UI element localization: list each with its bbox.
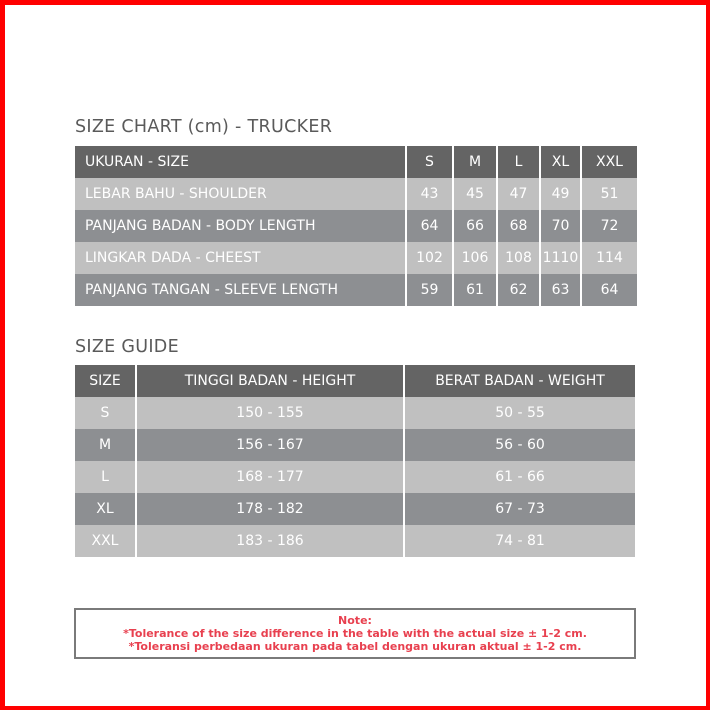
note-line-english: *Tolerance of the size difference in the table with the actual size ± 1-2 cm. bbox=[123, 627, 587, 640]
chart-header-m: M bbox=[454, 146, 496, 178]
guide-weight-cell: 56 - 60 bbox=[405, 429, 635, 461]
guide-size-cell: M bbox=[75, 429, 135, 461]
guide-header-height: TINGGI BADAN - HEIGHT bbox=[137, 365, 403, 397]
chart-cell: 106 bbox=[454, 242, 496, 274]
size-chart-title: SIZE CHART (cm) - TRUCKER bbox=[75, 117, 333, 137]
chart-cell: 62 bbox=[498, 274, 539, 306]
chart-row-label: PANJANG BADAN - BODY LENGTH bbox=[75, 210, 405, 242]
note-line-indonesian: *Toleransi perbedaan ukuran pada tabel dengan ukuran aktual ± 1-2 cm. bbox=[128, 640, 582, 653]
chart-cell: 1110 bbox=[541, 242, 580, 274]
chart-cell: 47 bbox=[498, 178, 539, 210]
chart-header-s: S bbox=[407, 146, 452, 178]
guide-size-cell: L bbox=[75, 461, 135, 493]
size-chart-table bbox=[75, 146, 635, 306]
guide-height-cell: 150 - 155 bbox=[137, 397, 403, 429]
chart-cell: 102 bbox=[407, 242, 452, 274]
chart-cell: 49 bbox=[541, 178, 580, 210]
guide-height-cell: 183 - 186 bbox=[137, 525, 403, 557]
guide-size-cell: XL bbox=[75, 493, 135, 525]
chart-cell: 64 bbox=[407, 210, 452, 242]
guide-height-cell: 178 - 182 bbox=[137, 493, 403, 525]
guide-size-cell: S bbox=[75, 397, 135, 429]
guide-header-size: SIZE bbox=[75, 365, 135, 397]
chart-header-xl: XL bbox=[541, 146, 580, 178]
chart-header-label: UKURAN - SIZE bbox=[75, 146, 405, 178]
chart-cell: 59 bbox=[407, 274, 452, 306]
chart-row-label: LEBAR BAHU - SHOULDER bbox=[75, 178, 405, 210]
guide-height-cell: 156 - 167 bbox=[137, 429, 403, 461]
chart-cell: 61 bbox=[454, 274, 496, 306]
guide-weight-cell: 67 - 73 bbox=[405, 493, 635, 525]
chart-row-label: LINGKAR DADA - CHEEST bbox=[75, 242, 405, 274]
size-guide-title: SIZE GUIDE bbox=[75, 337, 179, 357]
chart-cell: 108 bbox=[498, 242, 539, 274]
guide-weight-cell: 74 - 81 bbox=[405, 525, 635, 557]
guide-header-weight: BERAT BADAN - WEIGHT bbox=[405, 365, 635, 397]
chart-cell: 45 bbox=[454, 178, 496, 210]
chart-header-xxl: XXL bbox=[582, 146, 637, 178]
guide-height-cell: 168 - 177 bbox=[137, 461, 403, 493]
chart-cell: 66 bbox=[454, 210, 496, 242]
chart-cell: 68 bbox=[498, 210, 539, 242]
chart-cell: 51 bbox=[582, 178, 637, 210]
chart-cell: 72 bbox=[582, 210, 637, 242]
note-heading: Note: bbox=[338, 614, 372, 627]
chart-row-label: PANJANG TANGAN - SLEEVE LENGTH bbox=[75, 274, 405, 306]
chart-cell: 114 bbox=[582, 242, 637, 274]
tolerance-note-box bbox=[74, 608, 636, 659]
chart-cell: 43 bbox=[407, 178, 452, 210]
chart-cell: 64 bbox=[582, 274, 637, 306]
chart-cell: 70 bbox=[541, 210, 580, 242]
guide-weight-cell: 61 - 66 bbox=[405, 461, 635, 493]
chart-header-l: L bbox=[498, 146, 539, 178]
chart-cell: 63 bbox=[541, 274, 580, 306]
size-guide-table bbox=[75, 365, 635, 557]
guide-weight-cell: 50 - 55 bbox=[405, 397, 635, 429]
guide-size-cell: XXL bbox=[75, 525, 135, 557]
